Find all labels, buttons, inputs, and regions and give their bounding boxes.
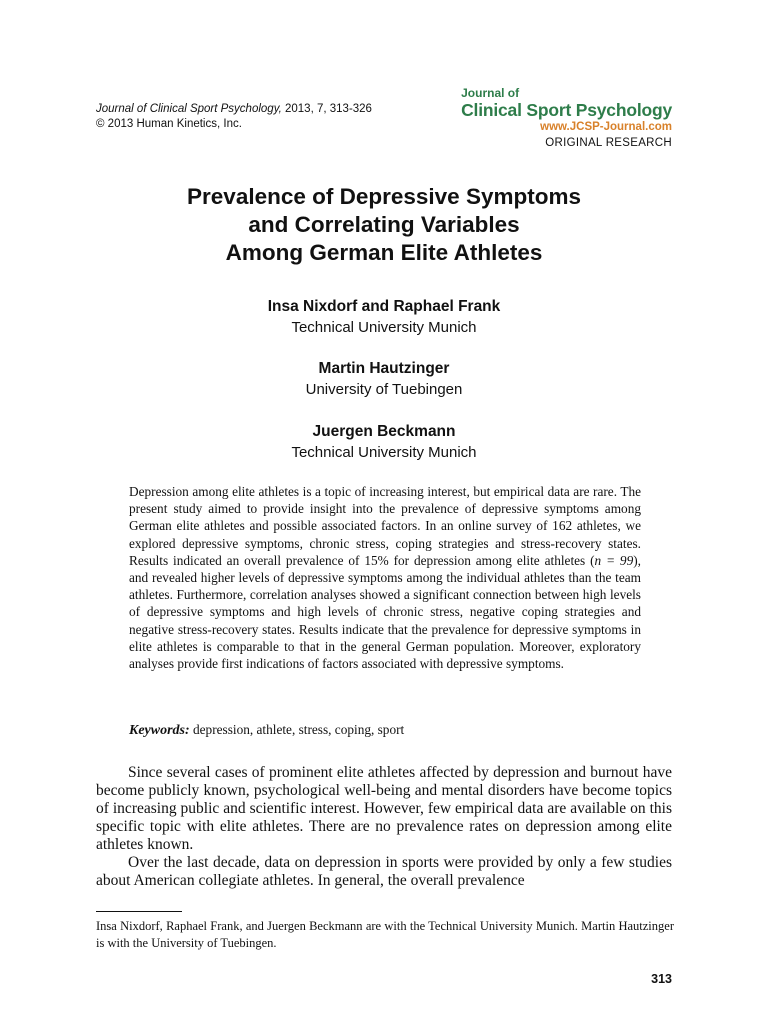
title-line-2: and Correlating Variables (248, 212, 520, 237)
journal-logo (461, 86, 672, 151)
abstract-text-part1: Depression among elite athletes is a topic of increasing interest, but empirical data are rare. The present study aimed to provide insight into the prevalence of depressive symptoms among German elite athletes and possible associated factors. In an online survey of 162 athletes, we explored depressive symptoms, chronic stress, coping strategies and stress-recovery states. Results indicated an overall prevalence of 15% for depression among elite athletes ( (129, 484, 641, 568)
abstract (129, 483, 641, 672)
paragraph-1: Since several cases of prominent elite athletes affected by depression and burnout have become publicly known, psychological well-being and mental disorders have become topics of increasing public and scientific interest. However, few empirical data are available on this specific topic with elite athletes. There are no prevalence rates on depression among elite athletes known. (96, 764, 672, 853)
paragraph-2: Over the last decade, data on depression in sports were provided by only a few studies about American collegiate athletes. In general, the overall prevalence (96, 854, 672, 889)
article-section: ORIGINAL RESEARCH (545, 137, 672, 149)
author-affiliation: Technical University Munich (291, 319, 477, 336)
title-line-1: Prevalence of Depressive Symptoms (187, 184, 581, 209)
citation (96, 102, 372, 132)
keywords-list: depression, athlete, stress, coping, sport (189, 722, 405, 737)
sample-size: n = 99 (594, 552, 634, 568)
footnote-rule (96, 911, 182, 912)
author-group-1 (96, 296, 672, 338)
keywords-label: Keywords: (129, 723, 190, 738)
author-group-2 (96, 358, 672, 400)
logo-line1: Journal of (461, 86, 520, 100)
keywords (129, 721, 404, 739)
citation-journal-line (96, 102, 372, 117)
footnote: Insa Nixdorf, Raphael Frank, and Juergen Beckmann are with the Technical University Munich. Martin Hautzinger is with the University of Tuebingen. (96, 919, 674, 950)
journal-name: Journal of Clinical Sport Psychology, (96, 103, 282, 115)
page-number: 313 (651, 972, 672, 986)
volume-pages: 2013, 7, 313-326 (281, 103, 372, 115)
author-names: Insa Nixdorf and Raphael Frank (267, 298, 501, 315)
journal-url: www.JCSP-Journal.com (540, 121, 672, 133)
copyright: © 2013 Human Kinetics, Inc. (96, 118, 242, 130)
author-names: Martin Hautzinger (318, 360, 450, 377)
author-affiliation: Technical University Munich (291, 444, 477, 461)
title-line-3: Among German Elite Athletes (225, 240, 543, 265)
author-affiliation: University of Tuebingen (305, 381, 463, 398)
article-title (96, 183, 672, 267)
author-names: Juergen Beckmann (312, 423, 456, 440)
logo-line2: Clinical Sport Psychology (461, 100, 672, 120)
abstract-text-part2: ), and revealed higher levels of depressive symptoms among the individual athletes than the team athletes. Furthermore, correlation analyses showed a significant connection between high levels of depressive symptoms and high levels of chronic stress, negative coping strategies and negative stress-recovery states. Results indicate that the prevalence for depressive symptoms in elite athletes is comparable to that in the general German population. Moreover, exploratory analyses provide first indications of factors associated with depressive symptoms. (129, 552, 641, 672)
author-group-3 (96, 421, 672, 463)
body-text (96, 764, 672, 890)
